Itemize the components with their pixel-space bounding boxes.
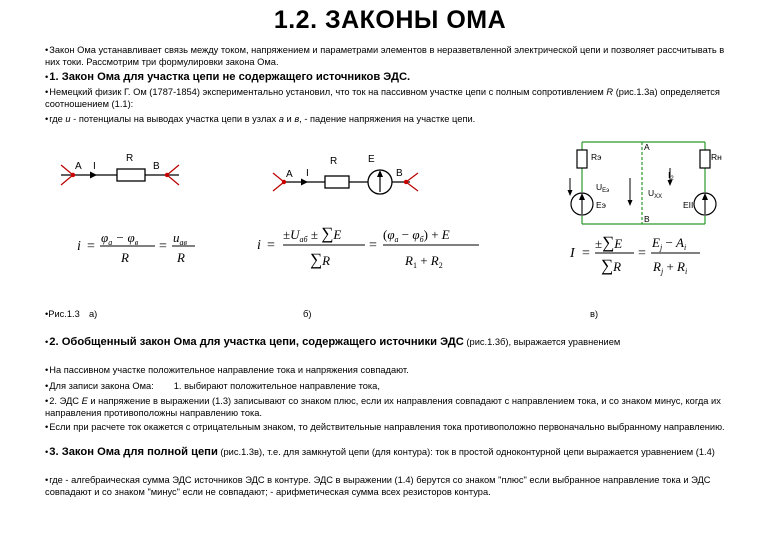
r-internal-label: Rэ <box>591 152 602 162</box>
heading-law-2 <box>45 336 735 348</box>
text: , - падение напряжения на участке цепи. <box>299 114 476 124</box>
numerator: $\pm U_{аб} \pm \sum E$ <box>283 224 342 244</box>
node-a-label: A <box>644 142 650 152</box>
node-b-label: B <box>396 168 403 179</box>
numerator: $E_j - А_i$ <box>652 235 687 252</box>
text: Если при расчете ток окажется с отрицательным знаком, то действительные направления тока противоположно первоначально выбранному направлению. <box>49 422 725 432</box>
heading-law-1 <box>45 71 735 83</box>
figure-caption <box>45 309 745 323</box>
caption-b: б) <box>303 309 312 319</box>
bullet: • <box>45 72 49 82</box>
bullet: • <box>45 447 49 457</box>
circuit-c-diagram <box>560 138 730 228</box>
node-a-label: A <box>286 169 293 180</box>
text: - потенциалы на выводах участка цепи в узлах <box>70 114 279 124</box>
passive-section-paragraph <box>45 364 735 376</box>
text: 1. выбирают положительное направление тока, <box>173 381 380 391</box>
bullet: • <box>45 45 49 55</box>
ohm-physicist-paragraph <box>45 86 735 110</box>
equals-sign: = <box>582 246 590 261</box>
resistor-label: R <box>330 156 338 167</box>
page-title: 1.2. ЗАКОНЫ ОМА <box>273 6 507 34</box>
text: На пассивном участке положительное направление тока и напряжения совпадают. <box>49 365 409 375</box>
text: где - алгебраическая сумма ЭДС источников ЭДС в контуре. ЭДС в выражении (1.4) берутся со знаком "плюс" если выбранное направление тока и ЭДС совпадают и со знаком "минус" если не совпадают; - арифметическая сумма всех резисторов контура. <box>45 475 711 497</box>
bullet: • <box>45 337 49 347</box>
resistance-symbol: R <box>606 87 614 97</box>
equals-sign: = <box>267 238 275 253</box>
caption-a: а) <box>89 309 98 319</box>
bullet: • <box>45 396 49 406</box>
bullet: • <box>45 114 49 124</box>
emf-load-label: ЕІІ <box>683 200 694 210</box>
denominator: ∑R <box>310 250 331 269</box>
caption-text: Рис.1.3 <box>48 309 80 319</box>
text: (рис.1.3в), т.е. для замкнутой цепи (для контура): ток в простой одноконтурной цепи выражается уравнением (1.4) <box>217 447 715 457</box>
bullet: • <box>45 422 49 432</box>
text: Для записи закона Ома: <box>49 381 154 391</box>
emf-internal-label: Еэ <box>596 200 607 210</box>
text: (рис.1.3б) <box>463 337 509 347</box>
text: Немецкий физик Г. Ом (1787-1854) экспериментально установил, что ток на пассивном участке цепи с полным сопротивлением <box>49 87 607 97</box>
recording-rule-paragraph <box>45 380 735 392</box>
voltage-symbol: u <box>65 114 71 124</box>
denominator: $R_1 + R_2$ <box>405 253 443 270</box>
u-source-label: $U_{Еэ}$ <box>596 182 610 194</box>
text: 2. ЭДС <box>49 396 82 406</box>
formula-c <box>568 225 708 281</box>
numerator: ±∑E <box>595 233 623 252</box>
denominator: $R_j + R_i$ <box>653 259 688 276</box>
heading-law-2-text: 2. Обобщенный закон Ома для участка цепи, содержащего источники ЭДС <box>49 336 464 348</box>
current-symbol: i <box>77 239 81 254</box>
formula-b <box>255 215 485 277</box>
denominator: ∑R <box>601 256 622 275</box>
resistance-symbol: R <box>121 250 129 265</box>
current-symbol: i <box>257 238 261 253</box>
node-symbol: а <box>278 114 284 124</box>
equals-sign: = <box>369 238 377 253</box>
bullet: • <box>45 365 49 375</box>
bullet: • <box>45 309 49 319</box>
potentials-paragraph <box>45 113 735 125</box>
text: (рис.1.3а) определяется соотношением (1.1): <box>45 87 720 109</box>
equals-sign: = <box>159 239 167 254</box>
text: и <box>283 114 295 124</box>
figure-caption-prefix <box>45 309 80 319</box>
current-symbol: I <box>570 246 575 261</box>
circuit-b-diagram <box>270 150 430 208</box>
negative-current-paragraph <box>45 421 735 433</box>
r-load-label: Rн <box>711 152 722 162</box>
numerator: $\varphi_a - \varphi_в$ <box>101 230 139 247</box>
node-b-label: B <box>644 214 650 224</box>
bullet: • <box>45 87 49 97</box>
heading-law-3-text: 3. Закон Ома для полной цепи <box>49 446 218 458</box>
bullet: • <box>45 381 49 391</box>
intro-text: Закон Ома устанавливает связь между током, напряжением и параметрами элементов в неразветвленной электрической цепи и позволяет рассчитывать в них токи. Рассмотрим три формулировки закона Ома. <box>45 45 725 67</box>
text: , выражается уравнением <box>508 337 621 347</box>
formula-a <box>75 222 205 272</box>
u-open-circuit-label: $U_{XX}$ <box>648 188 663 200</box>
node-b-label: B <box>153 161 160 172</box>
numerator: $(\varphi_а - \varphi_б) + E$ <box>383 227 450 244</box>
equals-sign: = <box>87 239 95 254</box>
heading-law-1-text: 1. Закон Ома для участка цепи не содержащего источников ЭДС. <box>49 71 411 83</box>
current-label: I <box>93 161 96 172</box>
caption-c: в) <box>590 309 599 319</box>
algebraic-sum-paragraph <box>45 474 735 498</box>
current-2-label: $I_2$ <box>668 170 674 182</box>
emf-sign-paragraph <box>45 395 735 419</box>
node-a-label: A <box>75 161 82 172</box>
equals-sign: = <box>638 246 646 261</box>
resistor-label: R <box>126 153 134 164</box>
emf-label: E <box>368 154 375 165</box>
current-label: I <box>306 168 309 179</box>
text: и напряжение в выражении (1.3) записывают со знаком плюс, если их направления совпадают с направлением тока, и со знаком минус, когда их направления противоположны направлению тока. <box>45 396 721 418</box>
numerator: $u_{ав}$ <box>173 230 187 247</box>
intro-paragraph <box>45 44 735 68</box>
emf-symbol: E <box>81 396 88 406</box>
bullet: • <box>45 475 49 485</box>
heading-law-3 <box>45 446 735 458</box>
text: где <box>49 114 66 124</box>
resistance-symbol: R <box>177 250 185 265</box>
node-symbol: в <box>294 114 300 124</box>
circuit-a-diagram <box>55 145 195 195</box>
